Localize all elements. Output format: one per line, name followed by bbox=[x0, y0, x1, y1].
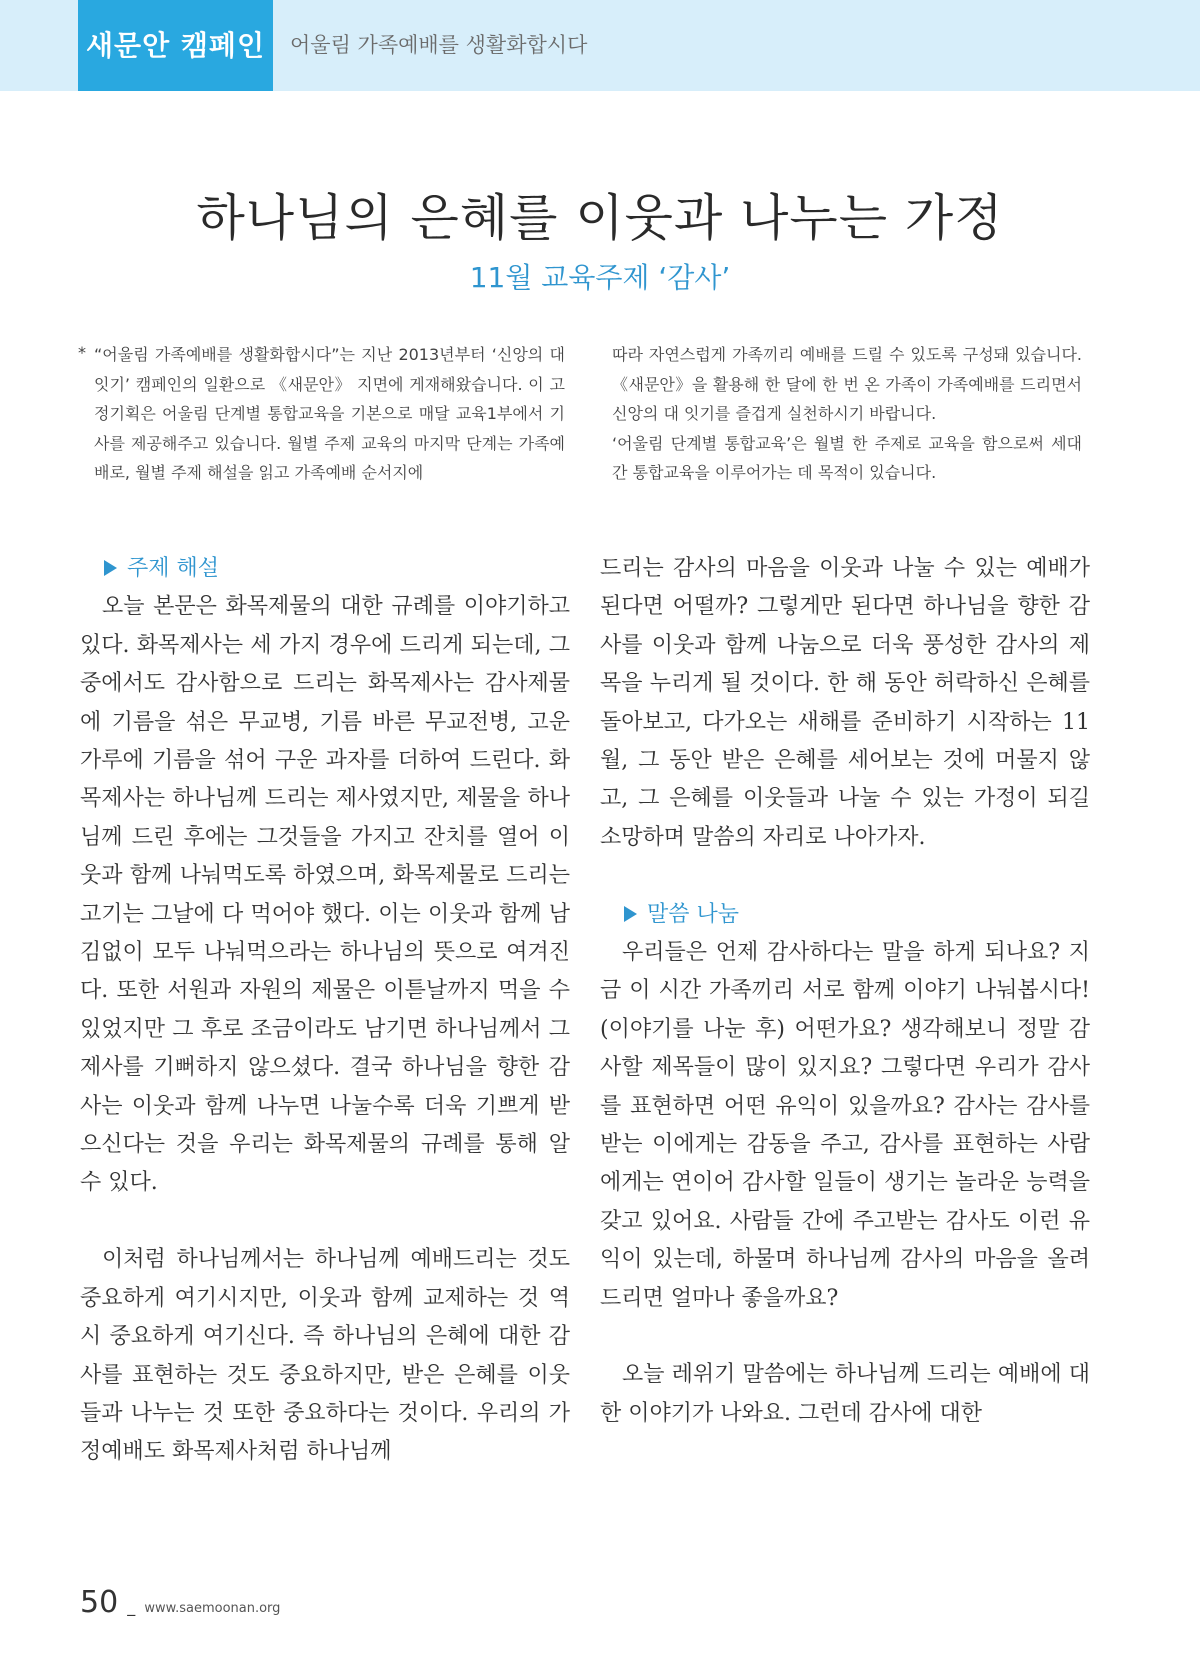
footer-url[interactable]: www.saemoonan.org bbox=[144, 1601, 281, 1616]
campaign-label: 새문안 캠페인 bbox=[78, 0, 273, 91]
topic-paragraph-2: 이처럼 하나님께서는 하나님께 예배드리는 것도 중요하게 여기시지만, 이웃과 함께 교제하는 것 역시 중요하게 여기신다. 즉 하나님의 은혜에 대한 감사를 표현하는 것도 중요하지만, 받은 은혜를 이웃들과 나누는 것 또한 중요하다는 것이다. 우리의 가정예배도 화목제사처럼 하나님께 bbox=[80, 1247, 570, 1465]
intro-left-column bbox=[78, 340, 565, 488]
footer-separator: _ bbox=[127, 1597, 136, 1616]
intro-right-text-2: ‘어울림 단계별 통합교육’은 월별 한 주제로 교육을 함으로써 세대 간 통합교육을 이루어가는 데 목적이 있습니다. bbox=[612, 433, 1082, 482]
section-heading-topic-label: 주제 해설 bbox=[127, 556, 220, 581]
paragraph-gap bbox=[600, 1318, 1090, 1356]
paragraph-gap bbox=[600, 857, 1090, 895]
sharing-paragraph-1: 우리들은 언제 감사하다는 말을 하게 되나요? 지금 이 시간 가족끼리 서로 함께 이야기 나눠봅시다! (이야기를 나눈 후) 어떤가요? 생각해보니 정말 감사할 제목들이 많이 있지요? 그렇다면 우리가 감사를 표현하면 어떤 유익이 있을까요? 감사는 감사를 받는 이에게는 감동을 주고, 감사를 표현하는 사람에게는 연이어 감사할 일들이 생기는 놀라운 능력을 갖고 있어요. 사람들 간에 주고받는 감사도 이런 유익이 있는데, 하물며 하나님께 감사의 마음을 올려드리면 얼마나 좋을까요? bbox=[600, 940, 1090, 1311]
header-bar bbox=[0, 0, 1200, 91]
intro-right-column bbox=[612, 340, 1082, 488]
sharing-paragraph-2: 오늘 레위기 말씀에는 하나님께 드리는 예배에 대한 이야기가 나와요. 그런데 감사에 대한 bbox=[600, 1362, 1090, 1426]
campaign-subtitle: 어울림 가족예배를 생활화합시다 bbox=[290, 33, 588, 57]
section-heading-sharing-label: 말씀 나눔 bbox=[647, 901, 740, 927]
page-footer bbox=[80, 1585, 280, 1625]
body-left-column bbox=[80, 550, 570, 1472]
triangle-bullet-icon bbox=[104, 560, 117, 576]
page-number: 50 bbox=[80, 1585, 119, 1620]
section-heading-topic bbox=[80, 550, 570, 588]
paragraph-gap bbox=[80, 1203, 570, 1241]
article-subtitle: 11월 교육주제 ‘감사’ bbox=[469, 261, 731, 294]
footnote-star: * bbox=[78, 343, 86, 362]
body-right-column bbox=[600, 550, 1090, 1433]
intro-right-text-1: 따라 자연스럽게 가족끼리 예배를 드릴 수 있도록 구성돼 있습니다. 《새문안》을 활용해 한 달에 한 번 온 가족이 가족예배를 드리면서 신앙의 대 잇기를 즐겁게 실천하시기 바랍니다. bbox=[612, 345, 1082, 423]
section-heading-sharing bbox=[600, 896, 1090, 934]
article-title: 하나님의 은혜를 이웃과 나누는 가정 bbox=[196, 189, 1004, 247]
intro-left-text: “어울림 가족예배를 생활화합시다”는 지난 2013년부터 ‘신앙의 대 잇기’ 캠페인의 일환으로 《새문안》 지면에 게재해왔습니다. 이 고정기획은 어울림 단계별 통합교육을 기본으로 매달 교육1부에서 기사를 제공해주고 있습니다. 월별 주제 교육의 마지막 단계는 가족예배로, 월별 주제 해설을 읽고 가족예배 순서지에 bbox=[94, 345, 565, 482]
triangle-bullet-icon bbox=[624, 906, 637, 922]
topic-paragraph-3: 드리는 감사의 마음을 이웃과 나눌 수 있는 예배가 된다면 어떨까? 그렇게만 된다면 하나님을 향한 감사를 이웃과 함께 나눔으로 더욱 풍성한 감사의 제목을 누리게 될 것이다. 한 해 동안 허락하신 은혜를 돌아보고, 다가오는 새해를 준비하기 시작하는 11월, 그 동안 받은 은혜를 세어보는 것에 머물지 않고, 그 은혜를 이웃들과 나눌 수 있는 가정이 되길 소망하며 말씀의 자리로 나아가자. bbox=[600, 556, 1090, 850]
topic-paragraph-1: 오늘 본문은 화목제물의 대한 규례를 이야기하고 있다. 화목제사는 세 가지 경우에 드리게 되는데, 그중에서도 감사함으로 드리는 화목제사는 감사제물에 기름을 섞은 무교병, 기름 바른 무교전병, 고운 가루에 기름을 섞어 구운 과자를 더하여 드린다. 화목제사는 하나님께 드리는 제사였지만, 제물을 하나님께 드린 후에는 그것들을 가지고 잔치를 열어 이웃과 함께 나눠먹도록 하였으며, 화목제물로 드리는 고기는 그날에 다 먹어야 했다. 이는 이웃과 함께 남김없이 모두 나눠먹으라는 하나님의 뜻으로 여겨진다. 또한 서원과 자원의 제물은 이튿날까지 먹을 수 있었지만 그 후로 조금이라도 남기면 하나님께서 그 제사를 기뻐하지 않으셨다. 결국 하나님을 향한 감사는 이웃과 함께 나누면 나눌수록 더욱 기쁘게 받으신다는 것을 우리는 화목제물의 규례를 통해 알 수 있다. bbox=[80, 594, 570, 1196]
